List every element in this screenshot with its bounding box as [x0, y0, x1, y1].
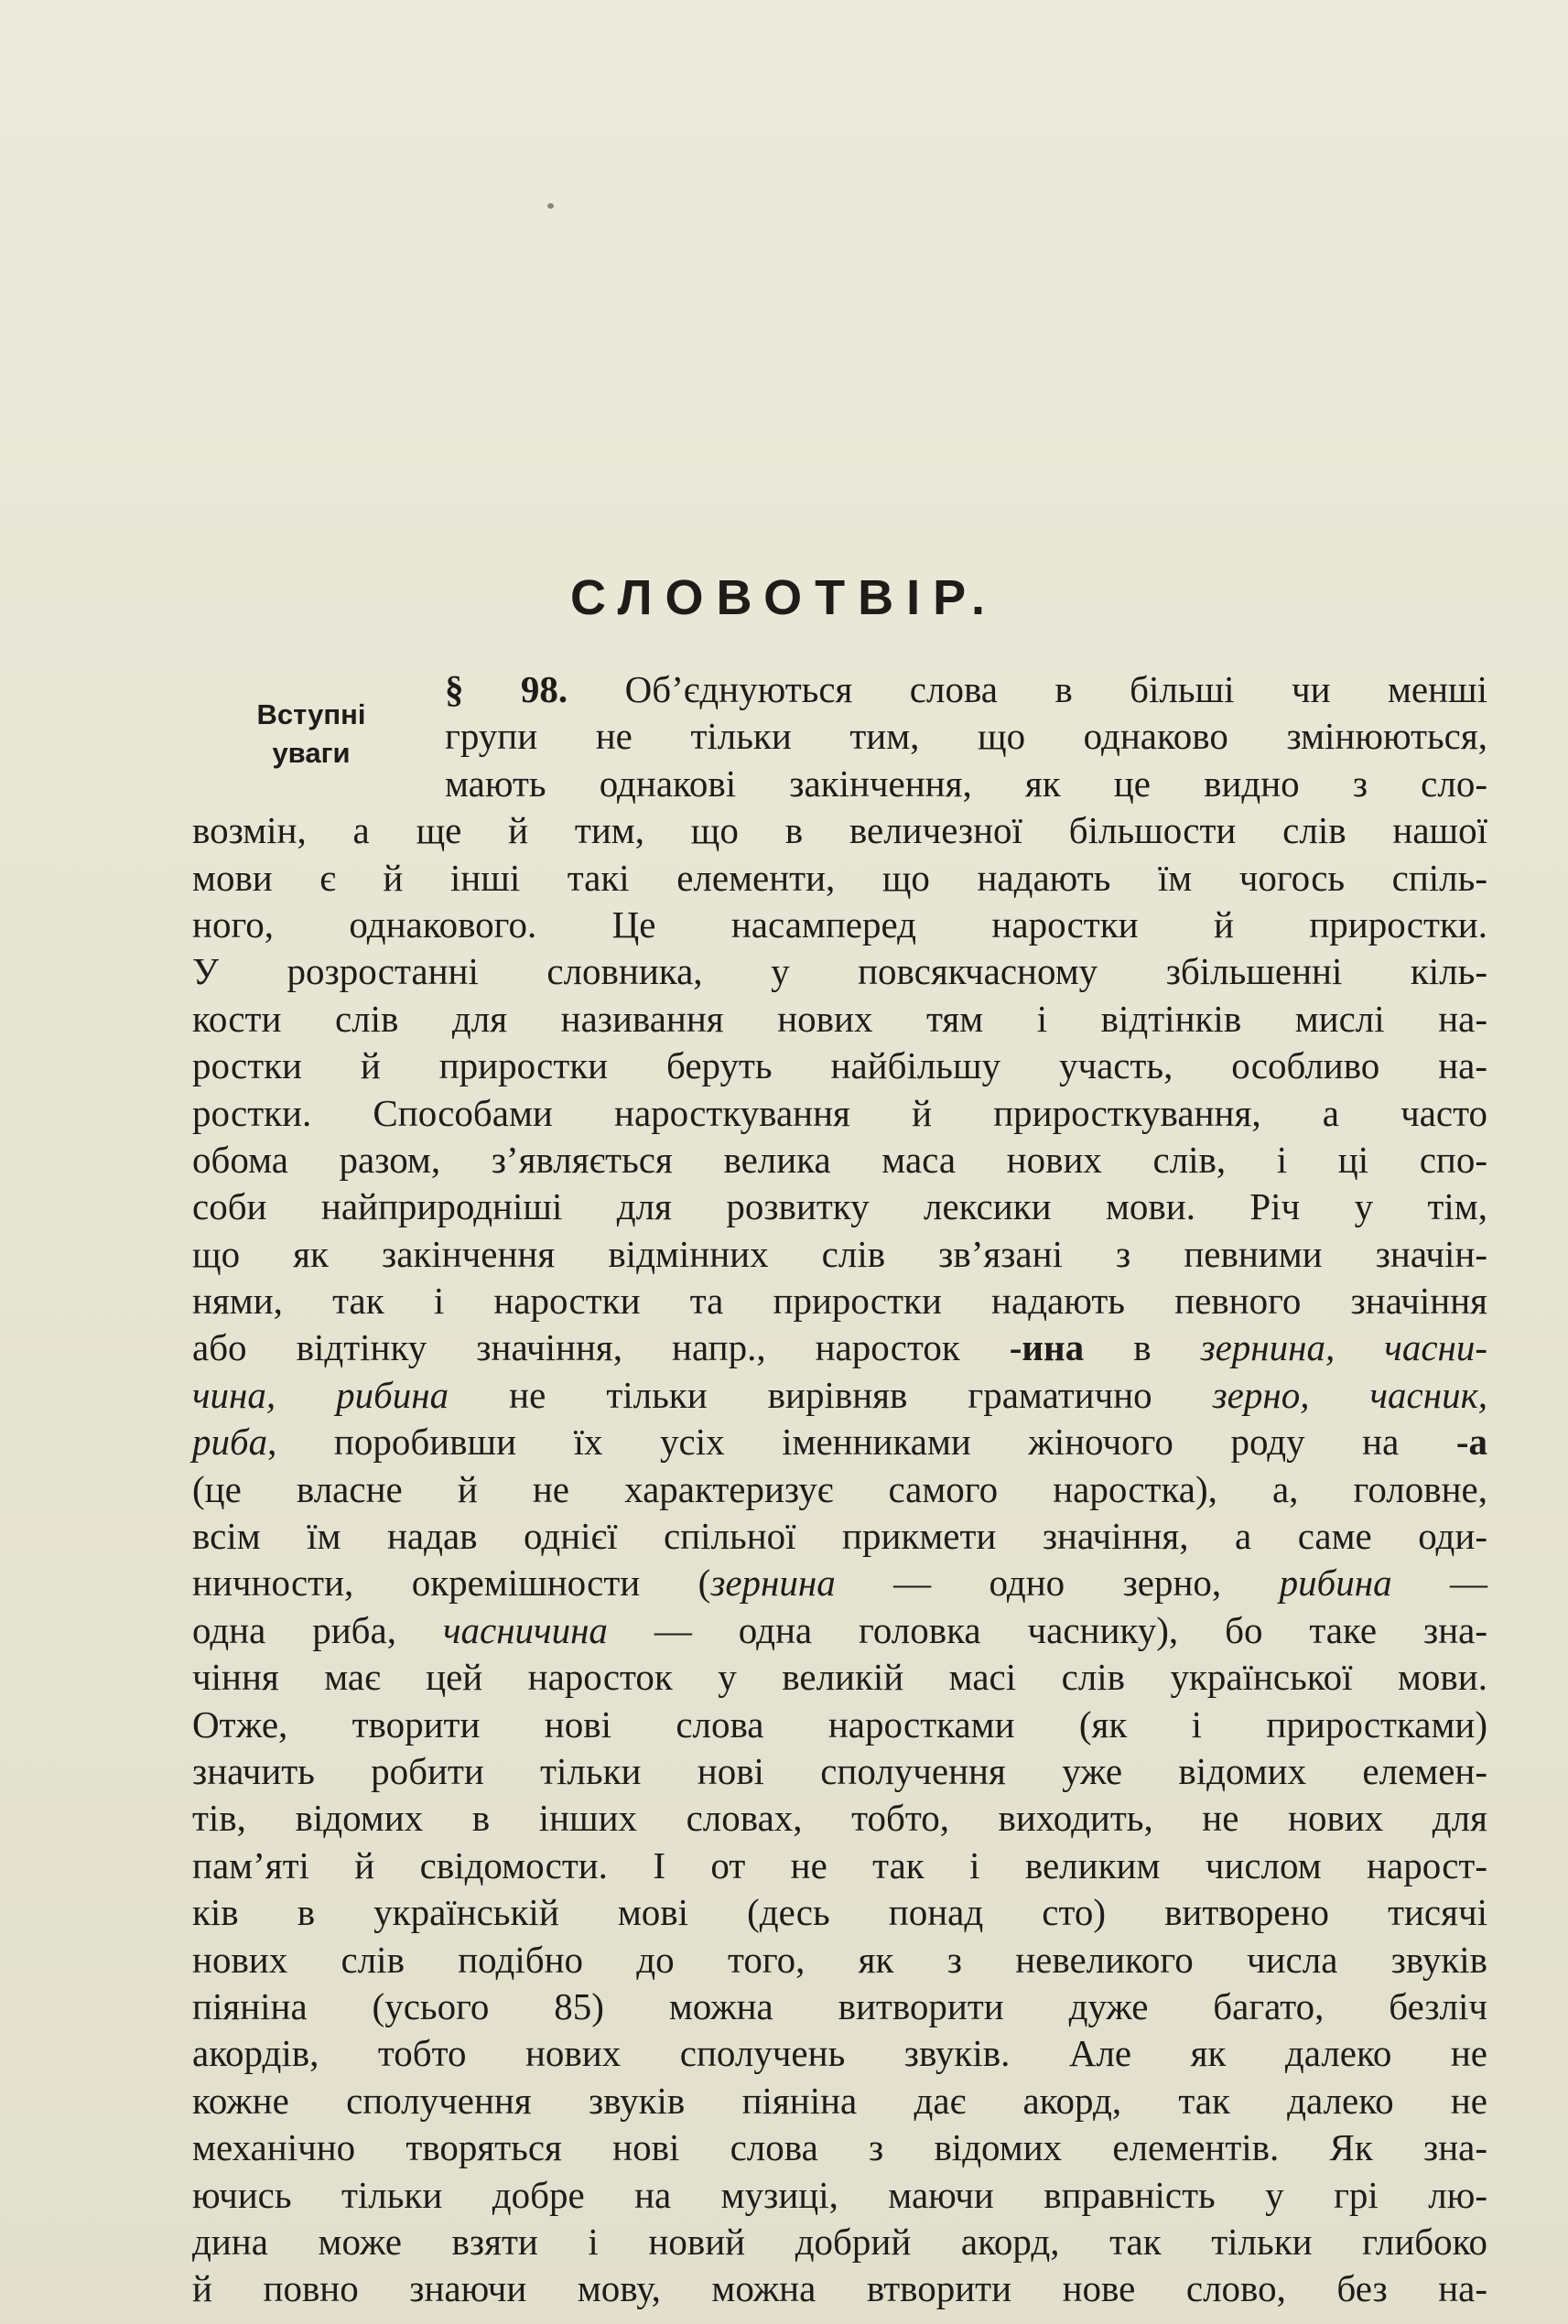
section-98-paragraph [192, 666, 1487, 2313]
example-words: зернина, часни- [1200, 1326, 1488, 1369]
text-line: риба, поробивши їх усіх іменниками жіночого роду на -а [192, 1421, 1487, 1464]
text-line: що як закінчення відмінних слів зв’язані з певними значін- [192, 1232, 1487, 1275]
text-line: ростки. Способами наросткування й приросткування, а часто [192, 1091, 1487, 1134]
text-line: нями, так і наростки та приростки надають певного значіння [192, 1280, 1487, 1323]
text-line: одна риба, часничина — одна головка часнику), бо таке зна- [192, 1608, 1488, 1651]
text-line: або відтінку значіння, напр., наросток -ина в зернина, часни- [192, 1326, 1488, 1369]
suffix-example: -а [1455, 1421, 1487, 1464]
chapter-title: СЛОВОТВІР. [569, 570, 999, 625]
section-mark: § 98. [445, 668, 568, 710]
suffix-example: -ина [1009, 1326, 1085, 1369]
margin-note-line-1: Вступні [256, 698, 366, 730]
margin-note-line-2: уваги [272, 737, 351, 769]
text-line: піяніна (усього 85) можна витворити дуже багато, безліч [192, 1984, 1487, 2027]
text-line: § 98. Об’єднуються слова в більші чи менші [445, 668, 1487, 710]
example-words: чина, рибина [192, 1373, 449, 1416]
text-line: обома разом, з’являється велика маса нових слів, і ці спо- [192, 1138, 1487, 1181]
text-line: пам’яті й свідомости. І от не так і великим числом нарост- [192, 1843, 1487, 1886]
text-line: ничности, окремішности (зернина — одно зерно, рибина — [192, 1562, 1487, 1605]
text-line: мови є й інші такі елементи, що надають їм чогось спіль- [192, 856, 1487, 899]
text-line: соби найприродніші для розвитку лексики мови. Річ у тім, [192, 1185, 1487, 1228]
text-line: чіння має цей наросток у великій масі слів української мови. [192, 1656, 1487, 1699]
text-line: чина, рибина не тільки вирівняв граматично зерно, часник, [192, 1373, 1488, 1416]
text-line: (це власне й не характеризує самого наростка), а, головне, [192, 1467, 1487, 1510]
text-line: Отже, творити нові слова наростками (як і приростками) [192, 1702, 1487, 1746]
text-line: групи не тільки тим, що однаково змінюються, [445, 715, 1487, 758]
text-line: ростки й приростки беруть найбільшу участь, особливо на- [192, 1044, 1487, 1087]
text-line: всім їм надав однієї спільної прикмети значіння, а саме оди- [192, 1515, 1487, 1558]
text-line: мають однакові закінчення, як це видно з сло- [445, 762, 1487, 805]
text-line: ючись тільки добре на музиці, маючи вправність у грі лю- [192, 2173, 1487, 2216]
text-line: значить робити тільки нові сполучення уже відомих елемен- [192, 1749, 1487, 1792]
text-line: механічно творяться нові слова з відомих елементів. Як зна- [192, 2126, 1487, 2169]
text-line: У розростанні словника, у повсякчасному збільшенні кіль- [192, 950, 1487, 993]
text-line: акордів, тобто нових сполучень звуків. Але як далеко не [192, 2032, 1487, 2075]
text-line: ків в українській мові (десь понад сто) витворено тисячі [192, 1891, 1487, 1934]
text-line: кожне сполучення звуків піяніна дає акорд, так далеко не [192, 2079, 1487, 2122]
text-line: й повно знаючи мову, можна втворити нове слово, без на- [192, 2267, 1487, 2310]
example-words: зерно, часник, [1212, 1373, 1488, 1416]
example-words: рибина [1279, 1562, 1392, 1605]
paper-speck [547, 203, 554, 209]
text-line: кости слів для називання нових тям і відтінків мислі на- [192, 997, 1487, 1040]
example-words: зернина [710, 1562, 836, 1605]
text-line: тів, відомих в інших словах, тобто, виходить, не нових для [192, 1797, 1487, 1840]
example-words: риба [192, 1421, 268, 1464]
text-line: ного, однакового. Це насамперед наростки й приростки. [192, 903, 1487, 946]
example-words: часничина [442, 1608, 608, 1651]
text-line: нових слів подібно до того, як з невеликого числа звуків [192, 1938, 1487, 1981]
text-line: дина може взяти і новий добрий акорд, так тільки глибоко [192, 2220, 1487, 2263]
text-line: возмін, а ще й тим, що в величезної більшости слів нашої [192, 809, 1487, 852]
